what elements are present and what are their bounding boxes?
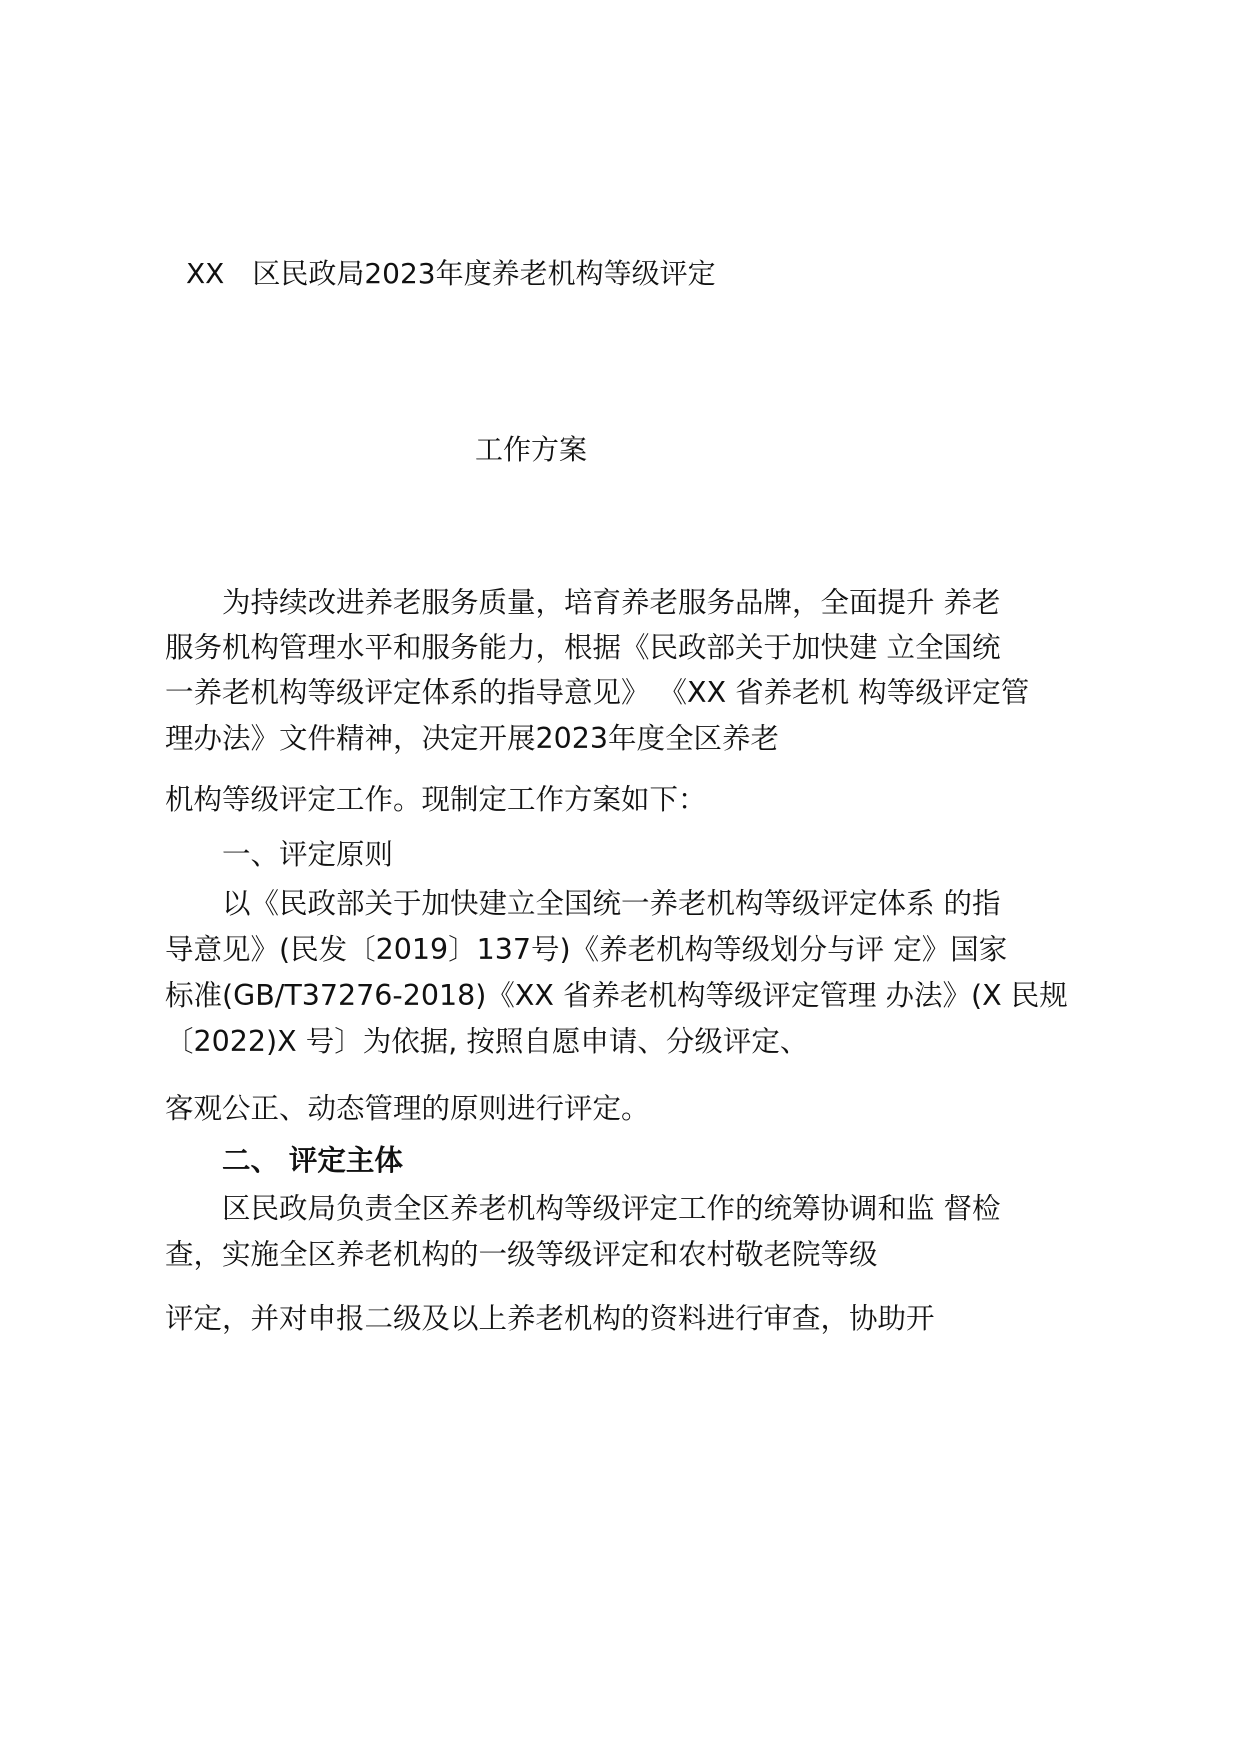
paragraph-line: 一养老机构等级评定体系的指导意见》 《XX 省养老机 构等级评定管 [165,676,1030,709]
paragraph-line: 客观公正、动态管理的原则进行评定。 [165,1092,650,1125]
paragraph-line: 导意见》(民发〔2019〕137号)《养老机构等级划分与评 定》国家 [165,933,1008,966]
document-title: XX 区民政局2023年度养老机构等级评定 [186,257,716,290]
paragraph-line: 为持续改进养老服务质量，培育养老服务品牌，全面提升 养老 [222,586,1001,619]
paragraph-line: 〔2022)X 号〕为依据, 按照自愿申请、分级评定、 [165,1025,809,1058]
paragraph-line: 以《民政部关于加快建立全国统一养老机构等级评定体系 的指 [222,887,1001,920]
paragraph-line: 区民政局负责全区养老机构等级评定工作的统筹协调和监 督检 [222,1192,1001,1225]
paragraph-line: 理办法》文件精神，决定开展2023年度全区养老 [165,722,780,755]
paragraph-line: 服务机构管理水平和服务能力，根据《民政部关于加快建 立全国统 [165,631,1001,664]
section-heading: 一、评定原则 [222,838,394,871]
paragraph-line: 查，实施全区养老机构的一级等级评定和农村敬老院等级 [165,1238,878,1271]
paragraph-line: 机构等级评定工作。现制定工作方案如下： [165,783,707,816]
paragraph-line: 评定，并对申报二级及以上养老机构的资料进行审查，协助开 [165,1302,935,1335]
paragraph-line: 标准(GB/T37276-2018)《XX 省养老机构等级评定管理 办法》(X 民规 [165,979,1068,1012]
document-subtitle: 工作方案 [475,433,588,466]
section-heading: 二、 评定主体 [222,1144,403,1177]
